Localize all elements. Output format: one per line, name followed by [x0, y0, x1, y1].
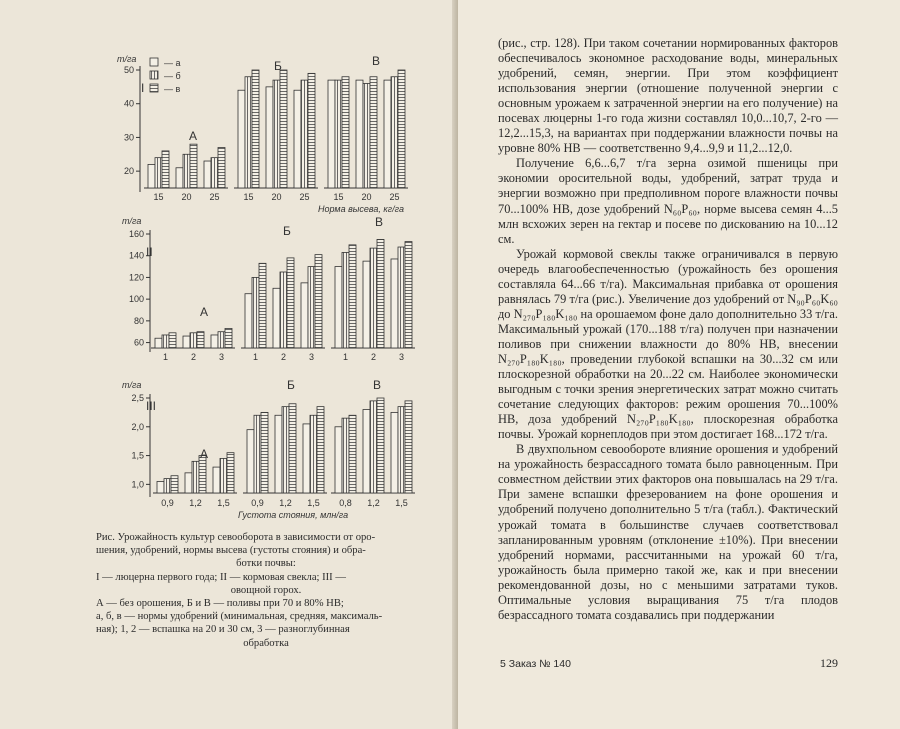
bar	[335, 267, 342, 348]
bar	[259, 263, 266, 348]
x-tick-label: 20	[181, 192, 192, 202]
bar	[247, 430, 254, 493]
bar	[391, 259, 398, 348]
bar	[317, 407, 324, 493]
figure-caption	[96, 531, 436, 650]
bar	[370, 401, 377, 493]
bar	[148, 164, 155, 188]
group-label: В	[372, 54, 381, 68]
x-tick-label: 15	[243, 192, 254, 202]
x-tick-label: 1,5	[395, 498, 408, 508]
bar	[287, 258, 294, 348]
group-label: Б	[274, 59, 282, 73]
x-tick-label: 1	[342, 352, 349, 362]
x-tick-label: 1,2	[279, 498, 292, 508]
bar	[213, 467, 220, 493]
bar	[289, 404, 296, 493]
bar	[342, 77, 349, 188]
bar	[342, 252, 349, 348]
x-tick-label: 2	[280, 352, 287, 362]
legend-swatch	[150, 58, 158, 66]
x-tick-label: 0,8	[339, 498, 352, 508]
x-tick-label: 2	[370, 352, 377, 362]
caption-line: а, б, в — нормы удобрений (минимальная, средняя, максималь-	[96, 611, 383, 623]
y-tick-label: 30	[123, 132, 134, 143]
bar	[164, 479, 171, 493]
caption-line: I — люцерна первого года; II — кормовая свекла; III —	[96, 571, 346, 583]
bar	[294, 90, 301, 188]
x-tick-label: 15	[153, 192, 164, 202]
caption-line: Рис. Урожайность культур севооборота в зависимости от оро-	[96, 532, 376, 543]
bar	[252, 277, 259, 348]
group-label: В	[373, 378, 382, 392]
bar	[363, 410, 370, 493]
x-tick-label: 1,5	[217, 498, 230, 508]
paragraph: Получение 6,6...6,7 т/га зерна озимой пшеницы при экономии оросительной воды, удобрений, затрат труда и энергии возможно при предполивном пороге влажности почвы 70...100% НВ, дозе удобрений N₆₀P₆₀, норме высева семян 4...5 млн всхожих зерен на гектар и посеве по дискованию на 10...12 см.	[498, 156, 838, 246]
y-tick-label: 40	[123, 98, 134, 109]
y-axis-label: т/га	[117, 54, 137, 64]
bar	[245, 294, 252, 348]
bar	[183, 154, 190, 188]
y-axis-label: т/га	[122, 380, 142, 390]
bar	[310, 415, 317, 493]
bar	[225, 328, 232, 348]
y-tick-label: 80	[133, 315, 144, 326]
paragraph: В двухпольном севообороте влияние орошения и удобрений на урожайность безрассадного томата было равноценным. При совместном действии этих факторов она повышалась на 29 т/га. При замене вспашки фрезерованием на фоне орошения и удобрений получено дополнительно 5 т/га (табл.). Фактический урожай томата в большинстве случаев соответствовал запланированным уровням (отклонение ±10%). При внесении удобрений нормами, рассчитанными на урожай 60 т/га, урожайность была примерно такой же, как и при внесении рекомендованной дозы, но с меньшими затратами туков. Оптимальные условия выращивания 75 т/га плодов безрассадного томата создавались при поддержании	[498, 442, 838, 622]
bar	[273, 288, 280, 348]
x-tick-label: 1	[162, 352, 169, 362]
x-tick-label: 2	[190, 352, 197, 362]
y-tick-label: 60	[133, 337, 144, 348]
x-tick-label: 20	[271, 192, 282, 202]
bar	[162, 335, 169, 348]
panel-label: II	[146, 245, 153, 259]
bar	[342, 418, 349, 493]
bar	[204, 161, 211, 188]
bar	[227, 453, 234, 493]
bar	[280, 272, 287, 348]
bar	[370, 248, 377, 348]
group-label: В	[375, 215, 384, 229]
bar	[252, 70, 259, 188]
panel-label: III	[146, 399, 157, 413]
group-label: А	[200, 305, 209, 319]
x-tick-label: 3	[398, 352, 405, 362]
bar	[303, 424, 310, 493]
bar	[335, 80, 342, 188]
bar	[176, 168, 183, 188]
bar	[328, 80, 335, 188]
bar	[308, 267, 315, 348]
bar	[211, 335, 218, 348]
bar	[238, 90, 245, 188]
body-text	[498, 36, 838, 623]
x-tick-label: 0,9	[161, 498, 174, 508]
x-tick-label: 3	[218, 352, 225, 362]
bar	[254, 415, 261, 493]
x-tick-label: 20	[361, 192, 372, 202]
caption-line: обработка	[243, 637, 289, 649]
bar	[192, 461, 199, 493]
legend-label: — а	[164, 58, 181, 68]
bar	[301, 283, 308, 348]
x-tick-label: 25	[299, 192, 310, 202]
y-tick-label: 100	[128, 294, 144, 305]
y-tick-label: 2,5	[131, 393, 144, 403]
bar	[183, 336, 190, 348]
bar	[405, 242, 412, 348]
group-label: А	[189, 129, 198, 143]
bar	[349, 245, 356, 348]
bar	[162, 151, 169, 188]
bar	[377, 398, 384, 493]
y-axis-label: т/га	[122, 216, 142, 226]
bar	[405, 401, 412, 493]
group-label: Б	[283, 224, 291, 238]
paragraph: Урожай кормовой свеклы также ограничивался в первую очередь влагообеспеченностью (урожайность без орошения составляла 64...66 т/га). Максимальная прибавка от орошения равнялась 79 т/га (рис.). Увеличение доз удобрений от N₉₀P₆₀K₆₀ до N₂₇₀P₁₈₀K₁₈₀ на орошаемом фоне дало дополнительно 33 т/га. Максимальный урожай (170...188 т/га) получен при назначении поливов при снижении влажности до 80% НВ, внесении N₂₇₀P₁₈₀K₁₈₀, проведении глубокой вспашки на 30...32 см или плоскорезной обработки на 20...22 см. Наиболее экономически выгодным с точки зрения энергетических затрат можно считать сочетание следующих факторов: режим орошения 70...100% НВ, доза удобрений N₂₇₀P₁₈₀K₁₈₀, плоскорезная обработка почвы. Урожай корнеплодов при этом достигает 168...172 т/га.	[498, 246, 838, 442]
y-tick-label: 50	[123, 65, 134, 75]
bar	[356, 80, 363, 188]
bar	[315, 255, 322, 348]
y-tick-label: 120	[128, 272, 144, 283]
x-axis-label: Норма высева, кг/га	[318, 204, 404, 214]
paragraph: (рис., стр. 128). При таком сочетании нормированных факторов обеспечивалось экономное расходование воды, минеральных удобрений, семян, энергии. При этом коэффициент использования энергии (отношение полученной энергии с основным урожаем к затраченной энергии на его получение) на посевах люцерны 1-го года жизни составлял 10,0...10,7, 2-го — 12,2...15,3, на вариантах при поддержании влажности почвы на уровне 80% НВ — соответственно 9,4...9,9 и 11,2...12,0.	[498, 36, 838, 156]
bar	[363, 261, 370, 348]
bar	[363, 83, 370, 188]
x-tick-label: 0,9	[251, 498, 264, 508]
bar	[169, 333, 176, 348]
bar	[190, 144, 197, 188]
x-tick-label: 1,2	[367, 498, 380, 508]
bar	[349, 415, 356, 493]
x-tick-label: 25	[389, 192, 400, 202]
x-tick-label: 1	[252, 352, 259, 362]
bar	[275, 415, 282, 493]
bar	[218, 332, 225, 348]
bar	[245, 77, 252, 188]
bar	[398, 247, 405, 348]
x-tick-label: 1,2	[189, 498, 202, 508]
bar	[308, 73, 315, 188]
bar	[155, 338, 162, 348]
legend-label: — в	[164, 84, 181, 94]
caption-line: А — без орошения, Б и В — поливы при 70 и 80% НВ;	[96, 598, 344, 610]
bar	[384, 80, 391, 188]
bar	[370, 77, 377, 188]
bar	[171, 476, 178, 493]
bar	[218, 148, 225, 188]
bar	[199, 456, 206, 493]
y-tick-label: 1,5	[131, 450, 144, 461]
bar	[391, 412, 398, 493]
bar	[398, 407, 405, 493]
bar	[220, 458, 227, 493]
bar	[266, 87, 273, 188]
legend-swatch	[150, 84, 158, 92]
y-tick-label: 20	[123, 166, 134, 177]
x-tick-label: 25	[209, 192, 220, 202]
x-tick-label: 15	[333, 192, 344, 202]
y-tick-label: 160	[128, 229, 144, 239]
bar	[377, 239, 384, 348]
chart-panel-iii	[0, 378, 458, 528]
chart-panel-ii	[0, 208, 458, 383]
bar	[398, 70, 405, 188]
caption-line: ботки почвы:	[236, 558, 296, 570]
bar	[391, 77, 398, 188]
y-tick-label: 140	[128, 250, 144, 261]
x-tick-label: 3	[308, 352, 315, 362]
bar	[273, 80, 280, 188]
y-tick-label: 1,0	[131, 479, 144, 490]
caption-line: шения, удобрений, нормы высева (густоты стояния) и обра-	[96, 545, 366, 557]
page-number: 129	[820, 656, 838, 670]
caption-line: ная); 1, 2 — вспашка на 20 и 30 см, 3 — разноглубинная	[96, 624, 350, 636]
legend-label: — б	[164, 71, 181, 81]
bar	[190, 333, 197, 348]
y-tick-label: 2,0	[131, 421, 144, 432]
bar	[261, 412, 268, 493]
bar	[301, 80, 308, 188]
caption-line: овощной горох.	[230, 584, 302, 596]
x-tick-label: 1,5	[307, 498, 320, 508]
bar	[335, 427, 342, 493]
legend-swatch	[150, 71, 158, 79]
x-axis-label: Густота стояния, млн/га	[238, 510, 349, 520]
bar	[185, 473, 192, 493]
bar	[211, 158, 218, 188]
panel-label: I	[141, 81, 145, 95]
chart-panel-i	[0, 0, 458, 220]
group-label: Б	[287, 378, 295, 392]
bar	[282, 407, 289, 493]
bar	[197, 332, 204, 348]
printer-signature: 5 Заказ № 140	[500, 658, 571, 670]
group-label: А	[200, 447, 209, 461]
bar	[280, 70, 287, 188]
bar	[155, 158, 162, 188]
bar	[157, 481, 164, 493]
